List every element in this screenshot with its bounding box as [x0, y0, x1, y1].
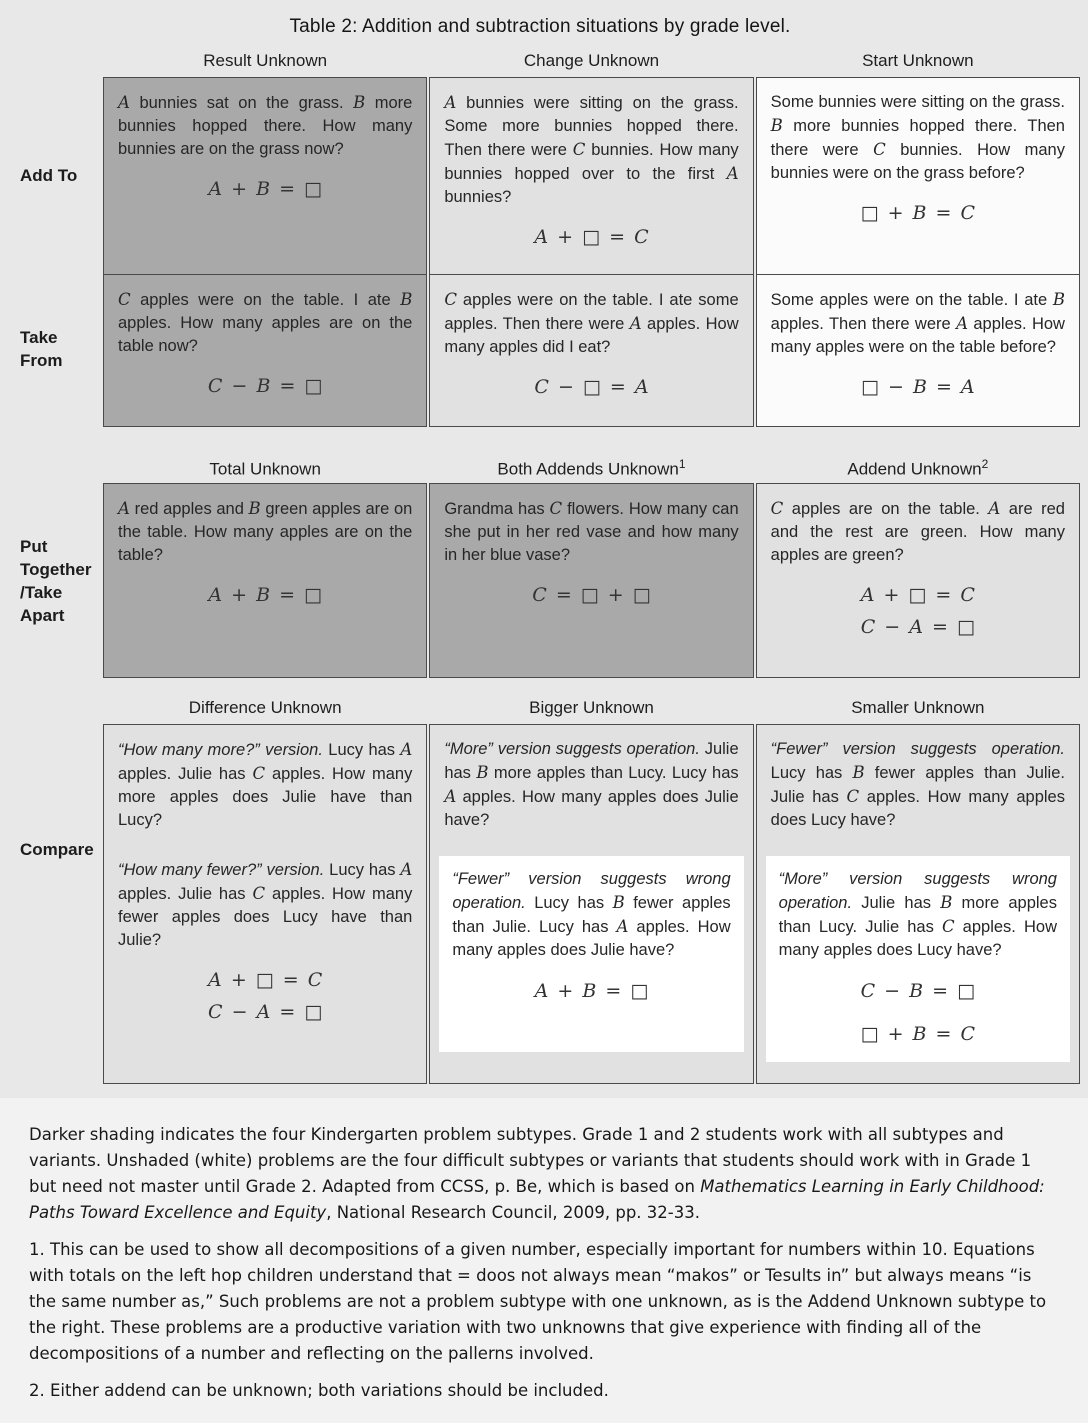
- problem-text: Some apples were on the table. I ate B apples. Then there were A apples. How many apples were on the table before?: [770, 290, 1065, 356]
- col-header-difference-unknown: Difference Unknown: [188, 698, 342, 717]
- col-header-change-unknown: Change Unknown: [523, 51, 660, 70]
- cell-add-to-change-unknown: [430, 78, 752, 274]
- row-label-take-from: Take From: [20, 328, 63, 370]
- footnote-1: 1. This can be used to show all decompositions of a given number, especially important for numbers within 10. Equations with totals on the left hop children understand that = doos not always mean “makos” or Tesults in” but always means “is the same number as,” Such problems are not a problem subtype with one unknown, as is the Addend Unknown subtype to the right. These problems are a productive variation with two unknowns that give experience with finding all of the decompositions of a number and reflecting on the pallerns involved.: [29, 1240, 1047, 1363]
- footnote-marker: 1: [678, 457, 686, 471]
- row-label-add-to: Add To: [20, 165, 78, 185]
- col-header-start-unknown: Start Unknown: [862, 51, 974, 70]
- row-label-put-together: Put Together /Take Apart: [20, 536, 92, 625]
- cell-add-to-result-unknown: [104, 78, 426, 274]
- equation: C − B = □: [860, 980, 976, 1002]
- footnote-marker: 2: [981, 457, 989, 471]
- table-title: Table 2: Addition and subtraction situations by grade level.: [289, 16, 791, 37]
- column-headers-row-2: [103, 457, 1080, 483]
- problem-text: A bunnies were sitting on the grass. Some more bunnies hopped there. Then there were C bunnies. How many bunnies hopped over to the first A bunnies?: [444, 93, 739, 206]
- problem-text: Grandma has C flowers. How many can she put in her red vase and how many in her blue vase?: [444, 499, 739, 564]
- row-label-rail-1: [0, 51, 103, 427]
- problem-text: “Fewer” version suggests wrong operation. Lucy has B fewer apples than Julie. Lucy has A apples. How many apples does Julie have?: [452, 870, 731, 959]
- cell-put-together-addend-unknown: [756, 483, 1080, 678]
- row-label-slot: [0, 273, 103, 425]
- row-label-rail-2: [0, 457, 103, 678]
- equation: C = □ + □: [532, 584, 651, 606]
- problem-text: C apples are on the table. A are red and the rest are green. How many apples are green?: [770, 499, 1065, 564]
- cell-compare-difference-unknown: [103, 724, 427, 1084]
- equation: A + B = □: [208, 178, 322, 200]
- equation: C − B = □: [207, 375, 323, 397]
- equation: C − A = □: [860, 616, 975, 638]
- cell-put-together-both-addends-unknown: [429, 483, 753, 678]
- unshaded-variant-box: [766, 856, 1070, 1062]
- equation: □ + B = C: [860, 202, 976, 224]
- problem-text: “More” version suggests operation. Julie has B more apples than Lucy. Lucy has A apples. How many apples does Julie have?: [444, 740, 739, 829]
- problem-text: C apples were on the table. I ate some apples. Then there were A apples. How many apples did I eat?: [444, 290, 739, 356]
- cell-compare-bigger-unknown: [429, 724, 753, 1084]
- column-headers-row-3: [103, 698, 1080, 724]
- column-result-unknown: [103, 77, 427, 427]
- equation: A + □ = C: [208, 969, 323, 991]
- problem-text: A red apples and B green apples are on the table. How many apples are on the table?: [118, 499, 413, 564]
- col-header-both-addends-unknown: Both Addends Unknown$^1$: [497, 457, 686, 479]
- cell-take-from-change-unknown: [430, 274, 752, 426]
- cell-take-from-start-unknown: [757, 274, 1079, 426]
- problem-text: C apples were on the table. I ate B apples. How many apples are on the table now?: [118, 290, 413, 355]
- col-header-smaller-unknown: Smaller Unknown: [851, 698, 985, 717]
- equation: A + □ = C: [534, 226, 649, 248]
- unshaded-variant-box: [439, 856, 743, 1052]
- equation: A + B = □: [208, 584, 322, 606]
- caption-text: Darker shading indicates the four Kindergarten problem subtypes. Grade 1 and 2 students work with all subtypes and variants. Unshaded (white) problems are the four difficult subtypes or variants that students should work with in Grade 1 but need not master until Grade 2. Adapted from CCSS, p. Be, which is based on Mathematics Learning in Early Childhood: Paths Toward Excellence and Equity, National Research Council, 2009, pp. 32-33.: [29, 1125, 1045, 1222]
- equation: □ + B = C: [860, 1023, 976, 1045]
- col-header-addend-unknown: Addend Unknown$^2$: [847, 457, 989, 479]
- problem-text: Some bunnies were sitting on the grass. B more bunnies hopped there. Then there were C bunnies. How many bunnies were on the grass before?: [770, 93, 1065, 182]
- equation: A + □ = C: [860, 584, 975, 606]
- equation: C − □ = A: [534, 376, 649, 398]
- problem-text: “More” version suggests wrong operation. Julie has B more apples than Lucy. Julie has C apples. How many apples does Lucy have?: [778, 870, 1057, 959]
- cell-add-to-start-unknown: [757, 78, 1079, 274]
- problem-text: “How many fewer?” version. Lucy has A apples. Julie has C apples. How many fewer apples does Lucy have than Julie?: [118, 860, 413, 949]
- row-label-slot: [0, 483, 103, 678]
- problem-text: “How many more?” version. Lucy has A apples. Julie has C apples. How many more apples does Julie have than Lucy?: [118, 740, 413, 829]
- problem-text: “Fewer” version suggests operation. Lucy has B fewer apples than Julie. Julie has C apples. How many apples does Lucy have?: [770, 740, 1065, 829]
- column-change-unknown: [429, 77, 753, 427]
- equation: A + B = □: [534, 980, 649, 1002]
- section-put-together: [0, 457, 1080, 678]
- row-label-compare: Compare: [20, 839, 94, 859]
- equation: □ − B = A: [860, 376, 975, 398]
- column-start-unknown: [756, 77, 1080, 427]
- row-label-slot: [0, 77, 103, 273]
- section-compare: [0, 698, 1080, 1084]
- cell-compare-smaller-unknown: [756, 724, 1080, 1084]
- equation: C − A = □: [208, 1001, 323, 1023]
- col-header-total-unknown: Total Unknown: [209, 459, 321, 479]
- cell-take-from-result-unknown: [104, 274, 426, 426]
- section-add-take: [0, 51, 1080, 427]
- row-label-slot: [0, 724, 103, 1084]
- problem-text: A bunnies sat on the grass. B more bunnies hopped there. How many bunnies are on the grass now?: [118, 93, 413, 158]
- col-header-bigger-unknown: Bigger Unknown: [529, 698, 654, 717]
- table-notes: [0, 1098, 1088, 1423]
- row-label-rail-3: [0, 698, 103, 1084]
- cell-put-together-total-unknown: [103, 483, 427, 678]
- column-headers-row-1: [103, 51, 1080, 77]
- col-header-result-unknown: Result Unknown: [203, 51, 328, 70]
- footnote-2: 2. Either addend can be unknown; both variations should be included.: [29, 1381, 609, 1400]
